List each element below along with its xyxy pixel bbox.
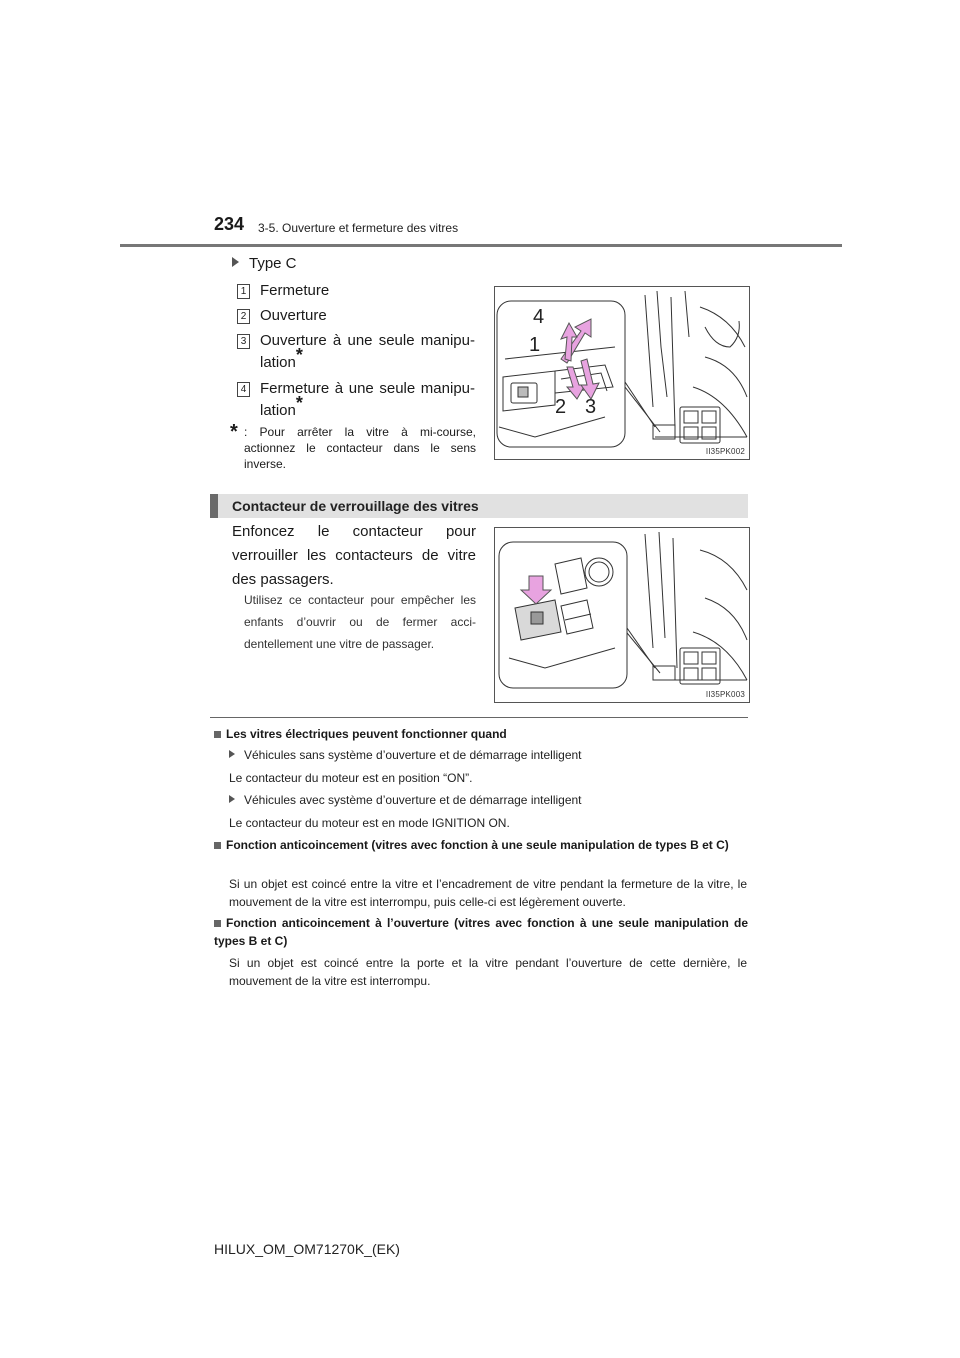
asterisk-mark: * [295,393,303,413]
note-heading-power-windows: Les vitres électriques peuvent fonctionner quand [214,725,748,743]
footnote-text: : Pour arrêter la vitre à mi-course, actionnez le contacteur dans le sens inverse. [244,425,476,471]
note-text-jam-protection: Si un objet est coincé entre la vitre et l’encadrement de vitre pendant la fermeture de la vitre, le mouvement de la vitre est interrompu, puis celle-ci est légèrement ouverte. [229,877,747,909]
item-number-2: 2 [237,309,250,324]
item-text-2: Ouverture [260,307,327,324]
note-text-catch-protection: Si un objet est coincé entre la porte et la vitre pendant l’ouverture de cette dernière, le mouvement de la vitre est interrompu. [229,956,747,988]
figure-window-lock-switch [494,527,750,703]
item-number-4: 4 [237,382,250,397]
square-bullet-icon [214,920,221,927]
header-rule [120,244,842,247]
figure-callout-2: 2 [555,396,567,418]
figure-window-switch-type-c [494,286,750,460]
figure-callout-3: 3 [585,396,597,418]
item-text-4: Fermeture à une seule manipulation* [260,380,475,419]
note-sub-with-smart-entry: Véhicules avec système d’ouverture et de démarrage intelligent [229,792,582,808]
triangle-bullet-icon [229,750,235,758]
note-heading-jam-protection: Fonction anticoincement (vitres avec fonction à une seule manipulation de types B et C) [214,836,748,854]
type-c-label: Type C [232,255,297,273]
divider-rule [210,717,748,718]
figure-callout-4: 4 [533,306,545,328]
asterisk-mark: * [295,345,303,365]
note-text-on-position: Le contacteur du moteur est en position “ON”. [229,771,473,785]
square-bullet-icon [214,842,221,849]
figure-callout-1: 1 [529,334,541,356]
lock-instruction: Enfoncez le contacteur pour verrouiller les contacteurs de vitre des passagers. [232,523,476,588]
item-number-3: 3 [237,334,250,349]
item-text-1: Fermeture [260,282,330,299]
note-sub-without-smart-entry: Véhicules sans système d’ouverture et de démarrage intelligent [229,747,582,763]
lock-switch-illustration [495,528,749,702]
window-switch-illustration [495,287,749,459]
section-title: 3-5. Ouverture et fermeture des vitres [258,221,459,235]
triangle-bullet-icon [232,257,239,267]
note-text-ignition-on: Le contacteur du moteur est en mode IGNITION ON. [229,816,510,830]
footnote-asterisk: * [230,421,238,443]
triangle-bullet-icon [229,795,235,803]
item-number-1: 1 [237,284,250,299]
section-heading-band [210,494,748,518]
lock-note: Utilisez ce contacteur pour empêcher les enfants d’ouvrir ou de fermer accidentellement une vitre de passager. [244,593,476,651]
note-heading-catch-protection: Fonction anticoincement à l’ouverture (vitres avec fonction à une seule manipulation de types B et C) [214,916,748,948]
square-bullet-icon [214,731,221,738]
figure-code: II35PK002 [705,447,745,456]
item-text-3: Ouverture à une seule manipulation* [260,332,475,371]
document-code: HILUX_OM_OM71270K_(EK) [214,1241,400,1257]
figure-code: II35PK003 [705,690,745,699]
section-heading: Contacteur de verrouillage des vitres [232,498,479,514]
page-number: 234 [214,214,245,234]
